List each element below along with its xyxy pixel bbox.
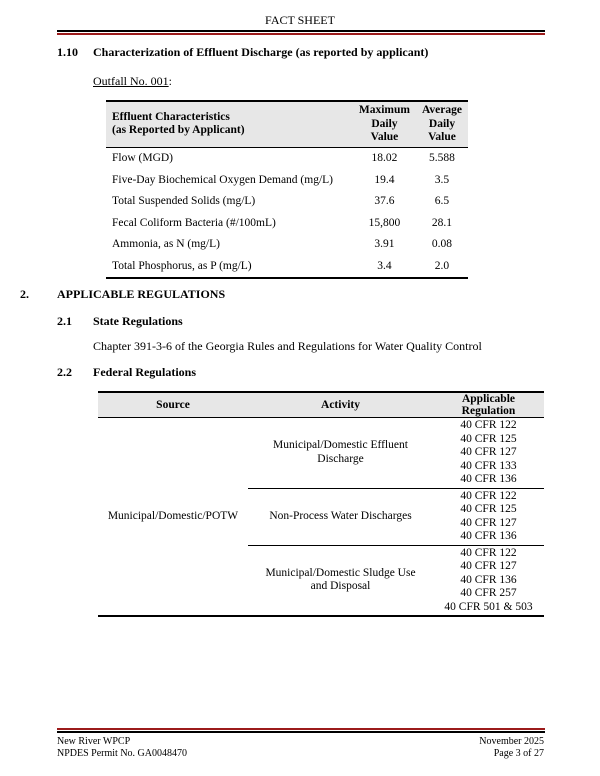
footer-rule — [57, 731, 545, 733]
avg-value: 28.1 — [431, 216, 453, 229]
parameter-name: Flow (MGD) — [112, 152, 174, 165]
footer-rule-accent — [57, 728, 545, 730]
header-source: Source — [98, 392, 248, 418]
activity-cell: Municipal/Domestic Sludge Use and Disposal — [265, 566, 416, 593]
max-value: 37.6 — [374, 195, 395, 208]
table-header-row — [98, 392, 544, 418]
parameter-name: Total Suspended Solids (mg/L) — [112, 195, 256, 208]
federal-regulations-table — [98, 391, 544, 617]
section-number: 2. — [20, 287, 29, 301]
parameter-name: Five-Day Biochemical Oxygen Demand (mg/L) — [112, 173, 333, 186]
max-value: 19.4 — [374, 173, 395, 186]
table-row — [106, 255, 468, 278]
page-number: Page 3 of 27 — [493, 748, 544, 759]
avg-value: 2.0 — [434, 259, 450, 272]
activity-cell: Municipal/Domestic Effluent Discharge — [248, 418, 433, 489]
header-rule — [57, 30, 545, 32]
permit-number: NPDES Permit No. GA0048470 — [57, 748, 188, 759]
max-value: 15,800 — [368, 216, 401, 229]
table-row — [106, 169, 468, 191]
state-regulations-text: Chapter 391-3-6 of the Georgia Rules and Regulations for Water Quality Control — [93, 339, 482, 353]
document-date: November 2025 — [479, 736, 544, 747]
table-row — [98, 418, 544, 489]
parameter-name: Fecal Coliform Bacteria (#/100mL) — [112, 216, 276, 229]
max-value: 3.4 — [377, 259, 392, 272]
section-1-10-heading — [57, 45, 428, 60]
outfall-number: Outfall No. 001 — [93, 74, 169, 88]
footer-right — [479, 736, 544, 760]
table-row — [106, 234, 468, 256]
header-maximum-daily-value: Maximum Daily Value — [353, 101, 416, 147]
section-number: 2.1 — [57, 314, 72, 328]
section-2-2-heading — [57, 365, 196, 380]
table-row — [106, 147, 468, 169]
max-value: 3.91 — [374, 238, 395, 251]
table-row — [106, 212, 468, 234]
section-number: 1.10 — [57, 45, 78, 59]
header-activity: Activity — [248, 392, 433, 418]
effluent-characteristics-table — [106, 100, 468, 279]
outfall-label: Outfall No. 001: — [93, 74, 172, 88]
page-header-title: FACT SHEET — [265, 13, 335, 27]
footer-left — [57, 736, 187, 760]
header-average-daily-value: Average Daily Value — [416, 101, 468, 147]
table-header-row — [106, 101, 468, 147]
section-2-heading — [20, 287, 225, 302]
max-value: 18.02 — [371, 152, 398, 165]
avg-value: 6.5 — [434, 195, 450, 208]
regulation-cell: 40 CFR 122 40 CFR 127 40 CFR 136 40 CFR 257 40 CFR 501 & 503 — [444, 546, 533, 613]
header-applicable-regulation: Applicable Regulation — [433, 392, 544, 418]
avg-value: 0.08 — [431, 238, 453, 251]
facility-name: New River WPCP — [57, 736, 131, 747]
section-title: Federal Regulations — [93, 365, 196, 379]
header-effluent-characteristics: Effluent Characteristics (as Reported by Applicant) — [106, 101, 353, 147]
regulation-cell: 40 CFR 122 40 CFR 125 40 CFR 127 40 CFR 133 40 CFR 136 — [433, 418, 544, 489]
activity-cell: Non-Process Water Discharges — [248, 488, 433, 545]
section-title: Characterization of Effluent Discharge (as reported by applicant) — [93, 45, 429, 59]
section-2-1-heading — [57, 314, 183, 329]
avg-value: 3.5 — [434, 173, 450, 186]
source-cell: Municipal/Domestic/POTW — [107, 509, 239, 522]
section-number: 2.2 — [57, 365, 72, 379]
parameter-name: Ammonia, as N (mg/L) — [112, 238, 220, 251]
parameter-name: Total Phosphorus, as P (mg/L) — [112, 259, 252, 272]
section-title: APPLICABLE REGULATIONS — [57, 287, 226, 301]
table-row — [106, 191, 468, 213]
avg-value: 5.588 — [429, 152, 455, 165]
section-title: State Regulations — [93, 314, 183, 328]
header-rule-accent — [57, 33, 545, 35]
regulation-cell: 40 CFR 122 40 CFR 125 40 CFR 127 40 CFR 136 — [433, 488, 544, 545]
